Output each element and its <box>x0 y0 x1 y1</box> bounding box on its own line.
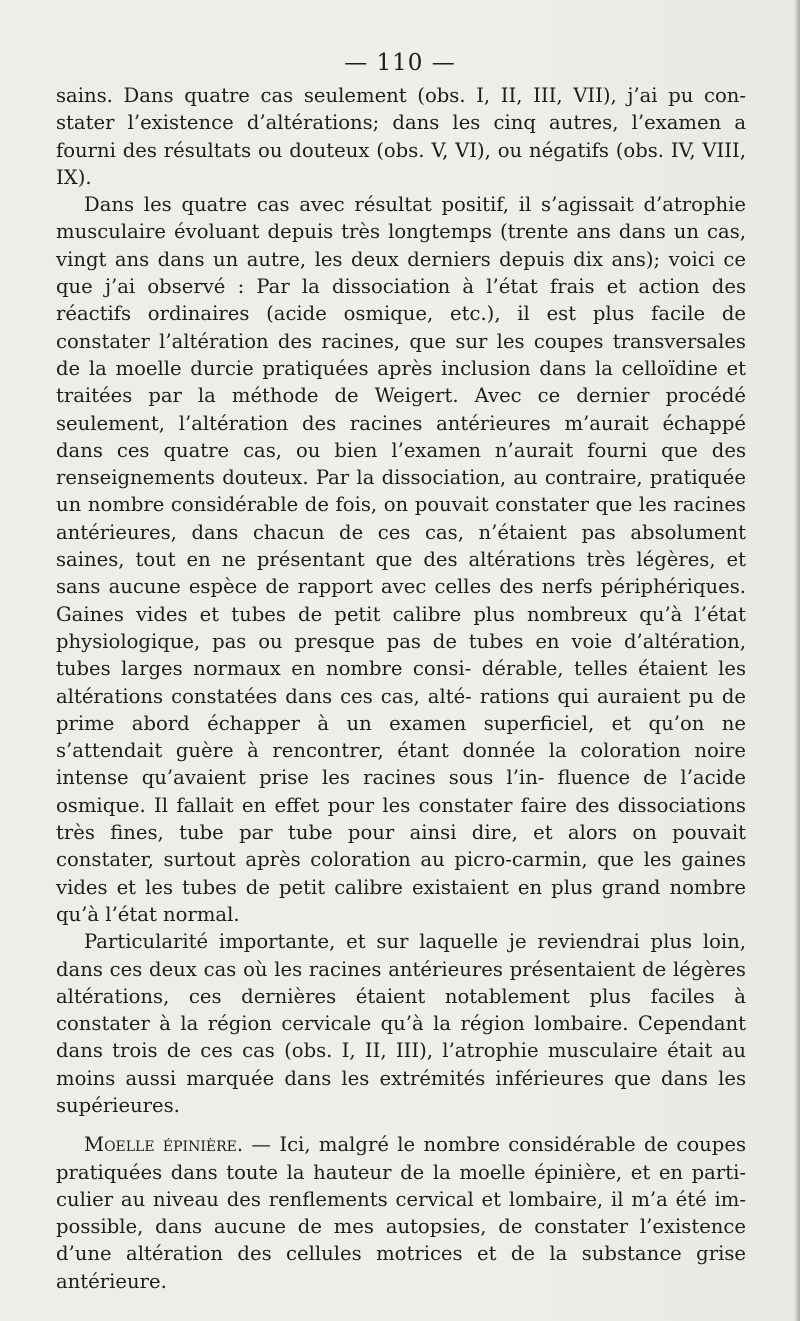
page-edge-shadow <box>794 0 800 1321</box>
section-body: — Ici, malgré le nombre considérable de coupes pratiquées dans toute la hauteur de la moelle épinière, et en parti- culier au niveau des renflements cervical et lombaire, il m’a été im- possible, dans aucune de mes autopsies, de constater l’existence d’une altération des cellules motrices et de la substance grise antérieure. <box>56 1133 746 1293</box>
paragraph-3: Particularité importante, et sur laquelle je reviendrai plus loin, dans ces deux cas où les racines antérieures présentaient de légères altérations, ces dernières étaient notablement plus faciles à constater à la région cervicale qu’à la région lombaire. Cependant dans trois de ces cas (obs. I, II, III), l’atrophie musculaire était au moins aussi marquée dans les extrémités inférieures que dans les supérieures. <box>56 930 746 1117</box>
page-number: — 110 — <box>344 50 456 76</box>
section-moelle-epiniere <box>56 1131 746 1295</box>
paragraph-1: sains. Dans quatre cas seulement (obs. I, II, III, VII), j’ai pu con- stater l’existence d’altérations; dans les cinq autres, l’examen a fourni des résultats ou douteux (obs. V, VI), ou négatifs (obs. IV, VIII, IX). <box>56 84 746 189</box>
paragraph-2: Dans les quatre cas avec résultat positif, il s’agissait d’atrophie musculaire évoluant depuis très longtemps (trente ans dans un cas, vingt ans dans un autre, les deux derniers depuis dix ans); voici ce que j’ai observé : Par la dissociation à l’état frais et action des réactifs ordinaires (acide osmique, etc.), il est plus facile de constater l’altération des racines, que sur les coupes transversales de la moelle durcie pratiquées après inclusion dans la celloïdine et traitées par la méthode de Weigert. Avec ce dernier procédé seulement, l’altération des racines antérieures m’aurait échappé dans ces quatre cas, ou bien l’examen n’aurait fourni que des renseignements douteux. Par la dissociation, au contraire, pratiquée un nombre considérable de fois, on pouvait constater que les racines antérieures, dans chacun de ces cas, n’étaient pas absolument saines, tout en ne présentant que des altérations très légères, et sans aucune espèce de rapport avec celles des nerfs périphériques. Gaines vides et tubes de petit calibre plus nombreux qu’à l’état physiologique, pas ou presque pas de tubes en voie d’altération, tubes larges normaux en nombre consi- dérable, telles étaient les altérations constatées dans ces cas, alté- rations qui auraient pu de prime abord échapper à un examen superficiel, et qu’on ne s’attendait guère à rencontrer, étant donnée la coloration noire intense qu’avaient prise les racines sous l’in- fluence de l’acide osmique. Il fallait en effet pour les constater faire des dissociations très fines, tube par tube pour ainsi dire, et alors on pouvait constater, surtout après coloration au picro-carmin, que les gaines vides et les tubes de petit calibre existaient en plus grand nombre qu’à l’état normal. <box>56 193 746 926</box>
section-heading: Moelle épinière. <box>84 1133 244 1157</box>
body-text <box>56 82 746 1295</box>
